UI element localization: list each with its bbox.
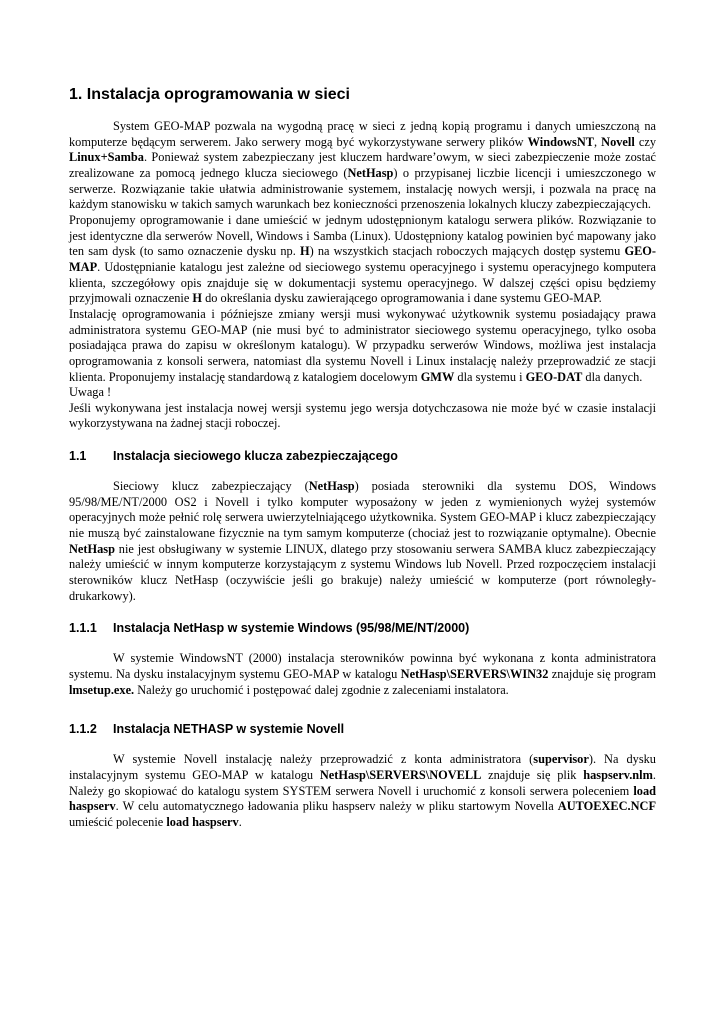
paragraph: [69, 385, 656, 401]
section-title: Instalacja NETHASP w systemie Novell: [113, 722, 345, 737]
bold-text: WindowsNT: [527, 134, 594, 149]
bold-text: Novell: [601, 134, 635, 149]
text-run: ) o przypisanej liczbie licencji i umieszczonego w serwerze. Rozwiązanie takie ułatwia administrowanie systemem, instalację nowych wersji, i pozwala na pracę na każdym stanowisku w takich samych warunkach bez konieczności przenoszenia lokalnych kluczy zabezpieczających.: [69, 165, 656, 212]
text-run: ). Na dysku instalacyjnym systemu GEO-MAP w katalogu: [69, 752, 656, 782]
section-number: 1.1: [69, 449, 87, 464]
bold-text: haspserv.nlm: [583, 768, 653, 782]
text-run: czy: [634, 134, 656, 149]
bold-text: supervisor: [533, 752, 589, 767]
title-text: Instalacja oprogramowania w sieci: [86, 86, 350, 103]
text-run: Należy go uruchomić i postępować dalej zgodnie z zaleceniami instalatora.: [134, 682, 509, 697]
text-run: dla systemu i: [454, 369, 526, 384]
bold-text: H: [192, 291, 202, 306]
section-1-1-2-body: [69, 752, 656, 830]
bold-text: load haspserv: [166, 814, 239, 829]
text-run: . Należy go skopiować do katalogu system SYSTEM serwera Novell i uruchomić z konsoli serwera poleceniem: [69, 768, 656, 798]
text-run: . Ponieważ system zabezpieczany jest kluczem hardware’owym, w sieci zabezpieczenie może zostać zrealizowane za pomocą jednego klucza sieciowego (: [69, 150, 656, 180]
text-run: Proponujemy oprogramowanie i dane umieścić w jednym udostępnionym katalogu serwera plików. Rozwiązanie to jest identyczne dla serwerów Novell, Windows i Samba (Linux). Udostępniony katalog powinien być mapowany jako ten sam dysk (to samo oznaczenie dysku np.: [69, 212, 656, 259]
bold-text: load haspserv: [69, 783, 656, 814]
section-heading-1-1-2: [69, 722, 656, 737]
paragraph: [69, 307, 656, 385]
text-run: ) posiada sterowniki dla systemu DOS, Windows 95/98/ME/NT/2000 OS2 i Novell i tylko komputer wyposażony w jeden z wymienionych wyżej systemów operacyjnych może pełnić rolę serwera uwierzytelniającego użytkownika. System GEO-MAP i klucz zabezpieczający nie muszą być zainstalowane fizycznie na tym samym komputerze (chociaż jest to rozwiązanie optymalne). Obecnie: [69, 479, 656, 541]
bold-text: GEO-MAP: [69, 244, 657, 274]
bold-text: NetHasp: [308, 479, 355, 494]
text-run: ,: [594, 134, 602, 149]
section-1-1-body: [69, 479, 656, 604]
bold-text: AUTOEXEC.NCF: [557, 799, 656, 814]
paragraph: [69, 213, 656, 307]
text-run: W systemie Novell instalację należy przeprowadzić z konta administratora (: [113, 752, 534, 767]
paragraph: [69, 119, 656, 213]
text-run: znajduje się plik: [481, 768, 584, 782]
text-run: Sieciowy klucz zabezpieczający (: [113, 479, 309, 494]
section-number: 1.1.1: [69, 621, 97, 636]
intro-section: [69, 119, 656, 432]
bold-text: Linux+Samba: [69, 150, 144, 165]
text-run: Instalację oprogramowania i późniejsze zmiany wersji musi wykonywać użytkownik systemu posiadający prawa administratora systemu GEO-MAP (nie musi być to administrator sieciowego systemu operacyjnego, tylko osoba posiadająca prawa do zapisu w określonym katalogu). W przypadku serwerów Windows, możliwa jest instalacja oprogramowania z konsoli serwera, natomiast dla systemu Novell i Linux instalację należy przeprowadzić ze stacji klienta. Proponujemy instalację standardową z katalogiem docelowym: [69, 306, 656, 384]
paragraph: [69, 479, 656, 604]
bold-text: NetHasp\SERVERS\NOVELL: [319, 768, 482, 782]
text-run: Uwaga !: [69, 385, 112, 400]
bold-text: GEO-DAT: [525, 369, 583, 384]
document-page: [69, 86, 656, 831]
text-run: dla danych.: [582, 369, 643, 384]
text-run: . W celu automatycznego ładowania pliku haspserv należy w pliku startowym Novella: [115, 799, 558, 814]
paragraph: [69, 752, 656, 830]
text-run: .: [238, 814, 242, 829]
section-title: Instalacja NetHasp w systemie Windows (95/98/ME/NT/2000): [113, 621, 470, 636]
text-run: ) na wszystkich stacjach roboczych mających dostęp systemu: [309, 244, 625, 259]
section-number: 1.1.2: [69, 722, 97, 737]
text-run: Jeśli wykonywana jest instalacja nowej wersji systemu jego wersja dotychczasowa nie może być w czasie instalacji wykorzystywana na żadnej stacji roboczej.: [69, 400, 656, 431]
text-run: umieścić polecenie: [69, 814, 167, 829]
section-1-1-1-body: [69, 651, 656, 698]
page-title: [69, 86, 656, 104]
bold-text: H: [299, 244, 310, 259]
text-run: System GEO-MAP pozwala na wygodną pracę w sieci z jedną kopią programu i danych umieszczoną na komputerze będącym serwerem. Jako serwery mogą być wykorzystywane serwery plików: [69, 119, 656, 149]
bold-text: NetHasp\SERVERS\WIN32: [400, 667, 549, 682]
bold-text: lmsetup.exe.: [69, 682, 135, 697]
text-run: W systemie WindowsNT (2000) instalacja sterowników powinna być wykonana z konta administratora systemu. Na dysku instalacyjnym systemu GEO-MAP w katalogu: [69, 651, 656, 682]
text-run: do określania dysku zawierającego oprogramowania i dane systemu GEO-MAP.: [202, 291, 602, 306]
paragraph: [69, 401, 656, 432]
section-heading-1-1-1: [69, 621, 656, 636]
bold-text: NetHasp: [347, 165, 394, 180]
section-heading-1-1: [69, 449, 656, 464]
text-run: nie jest obsługiwany w systemie LINUX, dlatego przy stosowaniu serwera SAMBA klucz zabezpieczający należy umieścić w innym komputerze korzystającym z systemu Windows lub Novell. Przed rozpoczęciem instalacji sterowników klucz NetHasp (oczywiście jeśli go brakuje) należy umieścić w komputerze (port równoległy-drukarkowy).: [69, 541, 656, 603]
title-number: 1.: [69, 86, 83, 103]
bold-text: GMW: [420, 369, 455, 384]
text-run: znajduje się program: [548, 667, 656, 682]
paragraph: [69, 651, 656, 698]
section-title: Instalacja sieciowego klucza zabezpieczającego: [113, 449, 398, 464]
bold-text: NetHasp: [69, 541, 115, 556]
text-run: . Udostępnianie katalogu jest zależne od sieciowego systemu operacyjnego i systemu operacyjnego komputera klienta, szczegółowy opis znajduje się w dokumentacji systemu operacyjnego. W dalszej części opisu będziemy przyjmowali oznaczenie: [69, 259, 656, 306]
